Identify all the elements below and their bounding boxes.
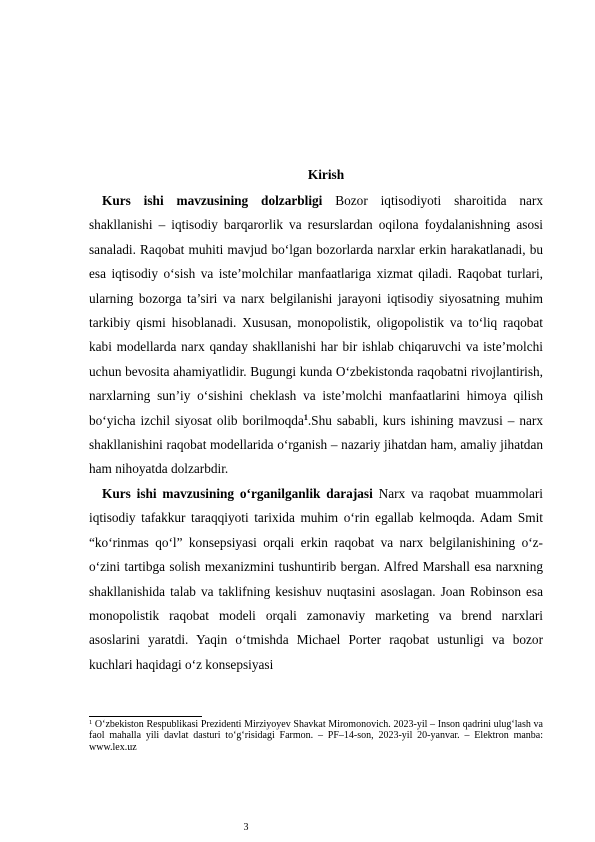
paragraph-text: Bozor iqtisodiyoti sharoitida narx shakllanishi – iqtisodiy barqarorlik va resurslardan oqilona foydalanishning asosi sanaladi. Raqobat muhiti mavjud bo‘lgan bozorlarda narxlar erkin harakatlanadi, bu esa iqtisodiy o‘sish va iste’molchilar manfaatlariga xizmat qiladi. Raqobat turlari, ularning bozorga ta’siri va narx belgilanishi jarayoni iqtisodiy siyosatning muhim tarkibiy qismi hisoblanadi. Xususan, monopolistik, oligopolistik va to‘liq raqobat kabi modellarda narx qanday shakllanishi har bir ishlab chiqaruvchi va iste’molchi uchun bevosita ahamiyatlidir. Bugungi kunda O‘zbekistonda raqobatni rivojlantirish, narxlarning sun’iy o‘sishini cheklash va iste’molchi manfaatlarini himoya qilish bo‘yicha izchil siyosat olib borilmoqda [89,193,543,428]
body-text [89,189,543,677]
footnote-text: O‘zbekiston Respublikasi Prezidenti Mirziyoyev Shavkat Miromonovich. 2023-yil – Inson qadrini ulug‘lash va faol mahalla yili davlat dasturi to‘g‘risidagi Farmon. – PF–14-son, 2023-yil 20-yanvar. – Elektron manba: www.lex.uz [89,719,543,753]
paragraph-relevance [89,189,543,482]
paragraph-lead: Kurs ishi mavzusining dolzarbligi [102,193,323,208]
paragraph-lead: Kurs ishi mavzusining o‘rganilganlik darajasi [102,485,373,501]
page-number: 3 [243,822,249,833]
footnote-separator [89,716,202,717]
paragraph-text: .Shu sababli, kurs ishining mavzusi – narx shakllanishini raqobat modellarida o‘rganish – nazariy jihatdan ham, amaliy jihatdan ham nihoyatda dolzarbdir. [89,412,543,477]
paragraph-text: Narx va raqobat muammolari iqtisodiy tafakkur taraqqiyoti tarixida muhim o‘rin egallab kelmoqda. Adam Smit “ko‘rinmas qo‘l” konsepsiyasi orqali erkin raqobat va narx belgilanishining o‘z-o‘zini tartibga solish mexanizmini tushuntirib bergan. Alfred Marshall esa narxning shakllanishida talab va taklifning kesishuv nuqtasini asoslagan. Joan Robinson esa monopolistik raqobat modeli orqali zamonaviy marketing va brend narxlari asoslarini yaratdi. Yaqin o‘tmishda Michael Porter raqobat ustunligi va bozor kuchlari haqidagi o‘z konsepsiyasi [89,485,543,672]
footnote-reference[interactable]: 1 [303,412,308,422]
paragraph-study-level [89,482,543,677]
footnote-mark: 1 [89,719,93,726]
footnote [89,719,543,753]
section-heading: Kirish [307,167,345,182]
